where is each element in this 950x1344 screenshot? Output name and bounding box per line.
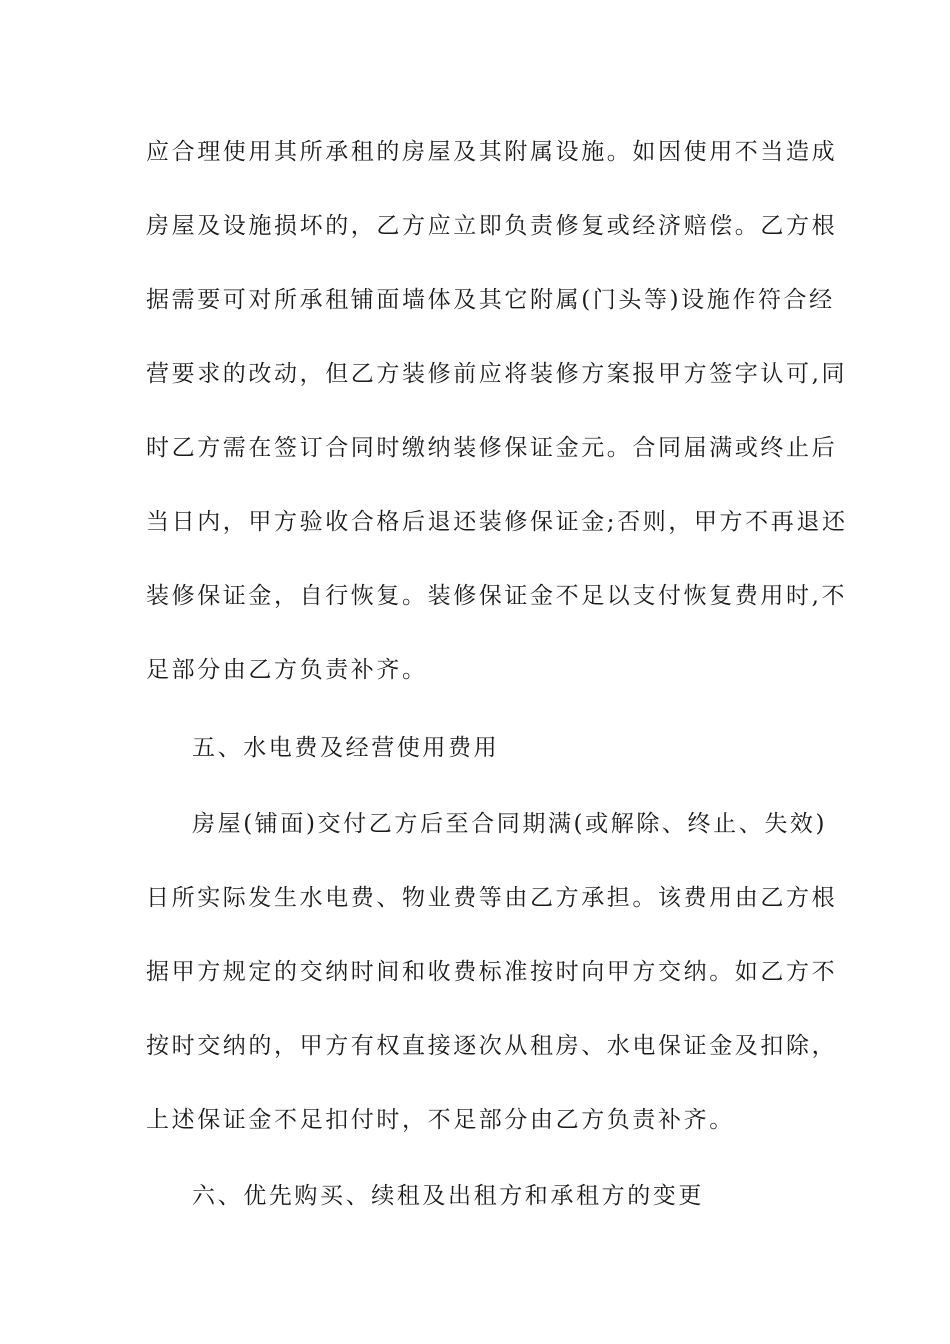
paragraph-line: 据需要可对所承租铺面墙体及其它附属(门头等)设施作符合经 [146,287,835,313]
paragraph-line: 上述保证金不足扣付时，不足部分由乙方负责补齐。 [146,1107,735,1133]
paragraph-line: 房屋(铺面)交付乙方后至合同期满(或解除、终止、失效) [192,811,828,837]
paragraph-line: 足部分由乙方负责补齐。 [146,657,428,683]
paragraph-line: 日所实际发生水电费、物业费等由乙方承担。该费用由乙方根 [146,885,838,911]
section-heading: 六、优先购买、续租及出租方和承租方的变更 [192,1183,704,1209]
paragraph-line: 按时交纳的，甲方有权直接逐次从租房、水电保证金及扣除， [146,1033,838,1059]
paragraph-line: 据甲方规定的交纳时间和收费标准按时向甲方交纳。如乙方不 [146,959,838,985]
paragraph-line: 营要求的改动，但乙方装修前应将装修方案报甲方签字认可,同 [146,361,848,387]
section-heading: 五、水电费及经营使用费用 [192,735,500,761]
paragraph-line: 当日内，甲方验收合格后退还装修保证金;否则，甲方不再退还 [146,509,848,535]
paragraph-line: 装修保证金，自行恢复。装修保证金不足以支付恢复费用时,不 [146,583,848,609]
paragraph-line: 时乙方需在签订合同时缴纳装修保证金元。合同届满或终止后 [146,435,838,461]
paragraph-line: 房屋及设施损坏的，乙方应立即负责修复或经济赔偿。乙方根 [146,213,838,239]
paragraph-line: 应合理使用其所承租的房屋及其附属设施。如因使用不当造成 [146,139,838,165]
